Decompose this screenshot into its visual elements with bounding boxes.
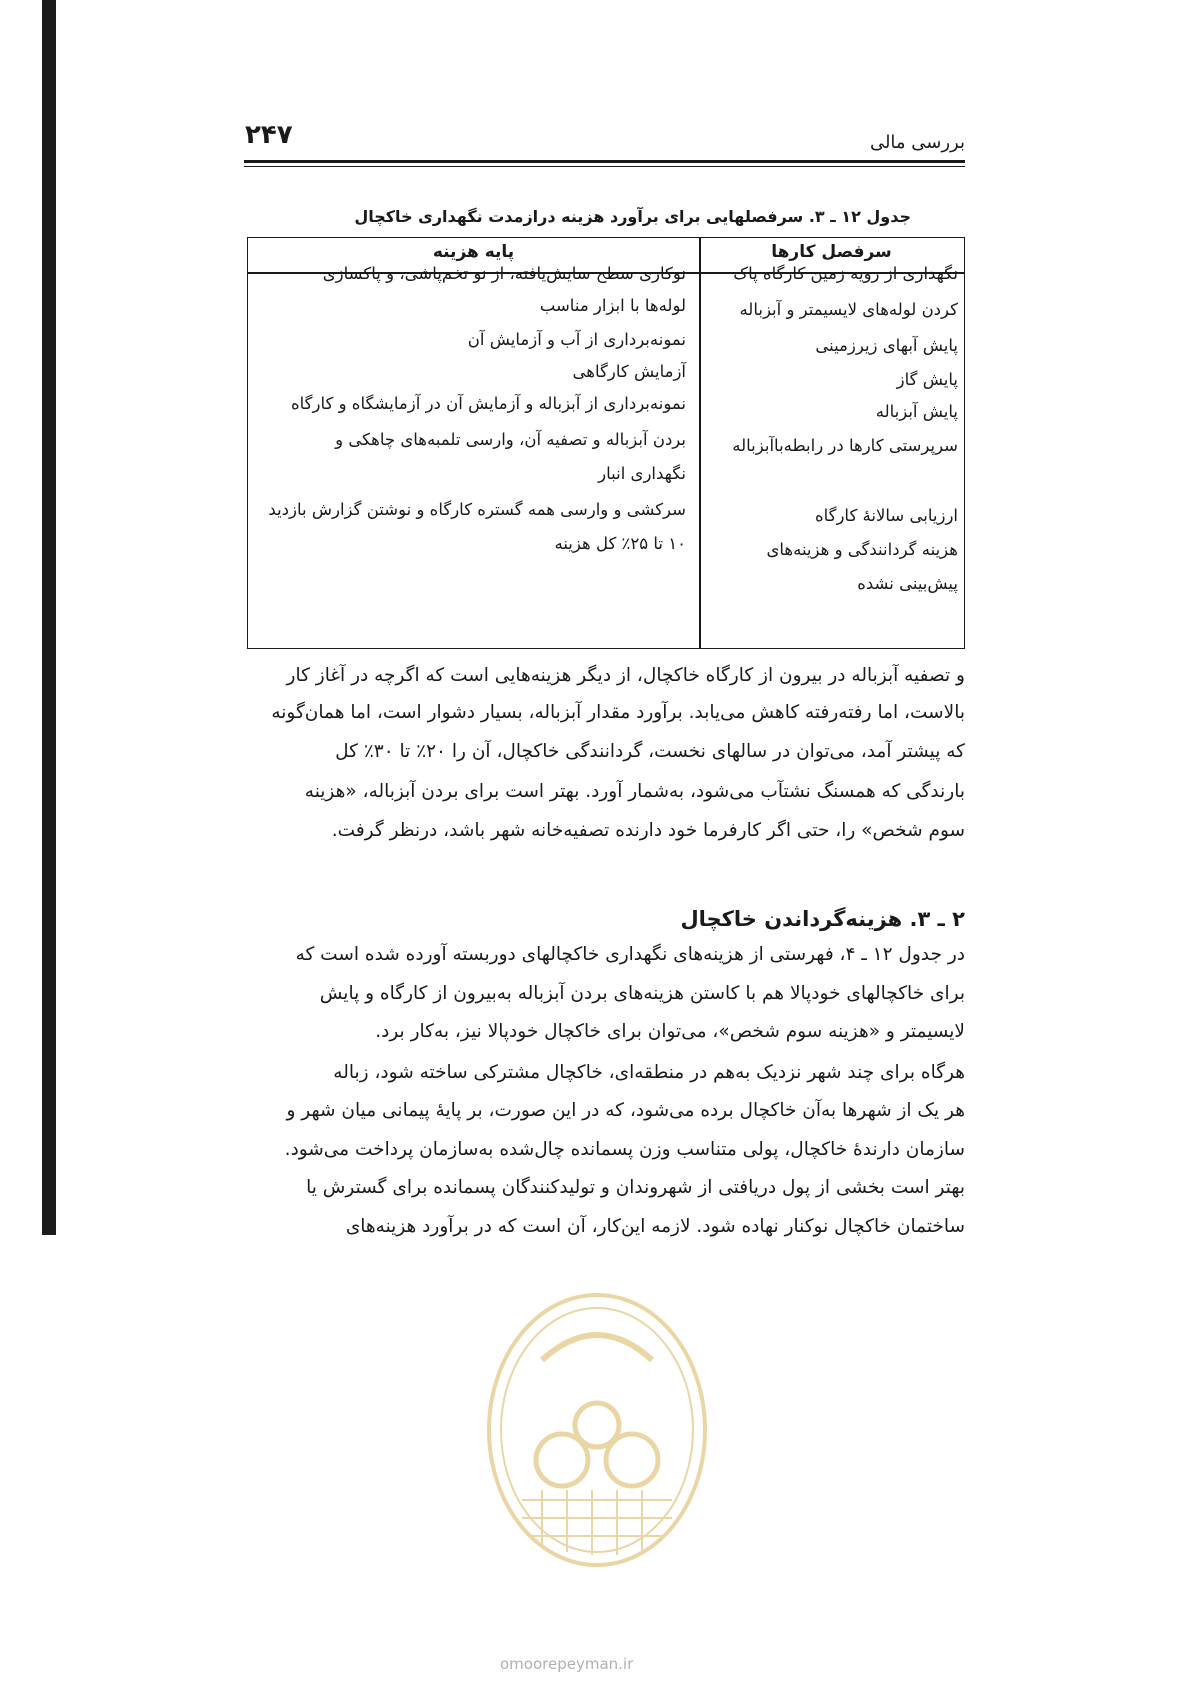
header-rule-thin: [244, 166, 965, 167]
table-cell-cost: لوله‌ها با ابزار مناسب: [539, 296, 686, 315]
running-head: بررسی مالی: [869, 132, 965, 153]
paragraph-line: هر یک از شهرها به‌آن خاکچال برده می‌شود، که در این صورت، بر پایهٔ پیمانی میان شهر و: [286, 1100, 965, 1121]
table-cell-cost: نگهداری انبار: [598, 464, 686, 483]
table-cell-cost: نوکاری سطح سایش‌یافته، از نو تخم‌پاشی، و پاکسازی: [322, 264, 686, 283]
section-heading: ۲ ـ ۳. هزینه‌گرداندن خاکچال: [680, 907, 965, 931]
table-cell-cost: بردن آبزباله و تصفیه آن، وارسی تلمبه‌های چاهکی و: [335, 430, 686, 449]
paragraph-line: سوم شخص» را، حتی اگر کارفرما خود دارنده تصفیه‌خانه شهر باشد، درنظر گرفت.: [331, 820, 965, 841]
table-cell-task: پایش گاز: [896, 370, 958, 389]
paragraph-line: و تصفیه آبزباله در بیرون از کارگاه خاکچال، از دیگر هزینه‌هایی است که اگرچه در آغاز کار: [286, 665, 965, 686]
table-cell-task: پایش آبزباله: [875, 402, 958, 421]
table-cell-task: هزینه گردانندگی و هزینه‌های: [766, 540, 958, 559]
table-cell-task: سرپرستی کارها در رابطه‌باآبزباله: [732, 436, 958, 455]
paragraph-line: که پیشتر آمد، می‌توان در سالهای نخست، گردانندگی خاکچال، آن را ۲۰٪ تا ۳۰٪ کل: [335, 741, 965, 762]
paragraph-line: لایسیمتر و «هزینه سوم شخص»، می‌توان برای خاکچال خودپالا نیز، به‌کار برد.: [375, 1021, 965, 1042]
table-cell-cost: نمونه‌برداری از آبزباله و آزمایش آن در آزمایشگاه و کارگاه: [290, 394, 686, 413]
table-caption: جدول ۱۲ ـ ۳. سرفصلهایی برای برآورد هزینه درازمدت نگهداری خاکچال: [354, 207, 911, 226]
table-cell-cost: ۱۰ تا ۲۵٪ کل هزینه: [554, 534, 686, 553]
paragraph-line: بهتر است بخشی از پول دریافتی از شهروندان و تولیدکنندگان پسمانده برای گسترش یا: [306, 1177, 965, 1198]
watermark-site-text: omoorepeyman.ir: [500, 1655, 634, 1673]
header-rule-thick: [244, 160, 965, 163]
table-cell-cost: آزمایش کارگاهی: [572, 362, 686, 381]
paragraph-line: برای خاکچالهای خودپالا هم با کاستن هزینه‌های بردن آبزباله به‌بیرون از کارگاه و پایش: [319, 983, 965, 1004]
table-column-divider: [699, 238, 701, 648]
book-spine-shadow: [42, 0, 56, 1235]
table-cell-task: نگهداری از رویه زمین کارگاه پاک: [733, 264, 958, 283]
table-cell-task: پیش‌بینی نشده: [857, 574, 958, 593]
paragraph-line: بارندگی که همسنگ نشتآب می‌شود، به‌شمار آورد. بهتر است برای بردن آبزباله، «هزینه: [304, 781, 965, 802]
paragraph-line: هرگاه برای چند شهر نزدیک به‌هم در منطقه‌ای، خاکچال مشترکی ساخته شود، زباله: [333, 1062, 965, 1083]
paragraph-line: ساختمان خاکچال نوکنار نهاده شود. لازمه این‌کار، آن است که در برآورد هزینه‌های: [345, 1216, 965, 1237]
table-header-cost-basis: پایه هزینه: [432, 242, 515, 262]
paragraph-line: بالاست، اما رفته‌رفته کاهش می‌یابد. برآورد مقدار آبزباله، بسیار دشوار است، اما همان‌گونه: [271, 702, 965, 723]
cost-table: [247, 237, 965, 649]
table-cell-cost: نمونه‌برداری از آب و آزمایش آن: [467, 330, 686, 349]
table-cell-task: ارزیابی سالانهٔ کارگاه: [814, 506, 958, 525]
paragraph-line: در جدول ۱۲ ـ ۴، فهرستی از هزینه‌های نگهداری خاکچالهای دوربسته آورده شده است که: [295, 944, 965, 965]
publisher-watermark-logo: [482, 1290, 712, 1580]
table-cell-task: پایش آبهای زیرزمینی: [815, 336, 958, 355]
table-header-tasks: سرفصل کارها: [771, 242, 892, 262]
table-cell-cost: سرکشی و وارسی همه گستره کارگاه و نوشتن گزارش بازدید: [268, 500, 686, 519]
table-cell-task: کردن لوله‌های لایسیمتر و آبزباله: [739, 300, 958, 319]
page-number: ۲۴۷: [245, 120, 293, 150]
paragraph-line: سازمان دارندهٔ خاکچال، پولی متناسب وزن پسمانده چال‌شده به‌سازمان پرداخت می‌شود.: [284, 1139, 965, 1160]
